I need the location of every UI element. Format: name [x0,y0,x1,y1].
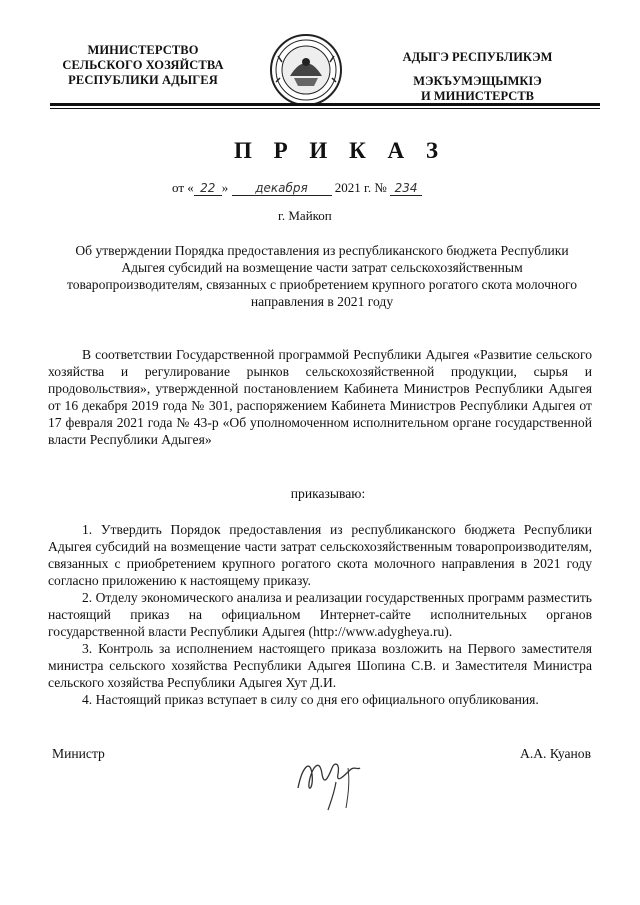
date-mid: » [221,180,229,195]
handwritten-month: декабря [232,181,332,196]
order-item: 3. Контроль за исполнением настоящего приказа возложить на Первого заместителя министра сельского хозяйства Республики Адыгея Шопина С.В. и Заместителя Министра сельского хозяйства Республики Адыгея Хут Д.И. [48,641,592,690]
header-divider-thin [50,108,600,109]
ministry-line: И МИНИСТЕРСТВ [420,89,534,103]
ministry-line: СЕЛЬСКОГО ХОЗЯЙСТВА [62,58,224,72]
document-title: П Р И К А З [233,138,446,163]
ministry-line: АДЫГЭ РЕСПУБЛИКЭМ [402,50,553,64]
header-divider-thick [50,103,600,106]
handwritten-order-number: 234 [390,181,422,196]
order-item: 1. Утвердить Порядок предоставления из республиканского бюджета Республики Адыгея субсидий на возмещение части затрат сельскохозяйственным товаропроизводителям, связанных с приобретением крупного рогатого скота молочного направления в 2021 году согласно приложению к настоящему приказу. [48,522,592,588]
order-word: приказываю: [290,486,366,501]
order-item: 2. Отделу экономического анализа и реализации государственных программ разместить настоящий приказ на официальном Интернет-сайте исполнительных органов государственной власти Республики Адыгея (http://www.adygheya.ru). [48,590,592,639]
order-date-line [172,180,422,196]
signatory-name: А.А. Куанов [520,746,592,761]
order-items [48,521,592,708]
date-year: 2021 г. [334,180,372,195]
order-item: 4. Настоящий приказ вступает в силу со дня его официального опубликования. [82,692,539,707]
coat-of-arms-emblem [268,32,344,108]
handwritten-signature [288,738,388,818]
ministry-name-russian [48,43,238,88]
handwritten-day: 22 [194,181,222,196]
city: г. Майкоп [278,208,332,223]
preamble-paragraph: В соответствии Государственной программой Республики Адыгея «Развитие сельского хозяйства и регулирование рынков сельскохозяйственной продукции, сырья и продовольствия», утвержденной постановлением Кабинета Министров Республики Адыгея от 16 декабря 2019 года № 301, распоряжением Кабинета Министров Республики Адыгея от 17 февраля 2021 года № 43-р «Об уполномоченном исполнительном органе государственной власти Республики Адыгея» [48,347,592,447]
number-label: № [374,180,387,195]
ministry-line: РЕСПУБЛИКИ АДЫГЕЯ [68,73,218,87]
ministry-name-adyghe [395,50,560,104]
order-subject: Об утверждении Порядка предоставления из республиканского бюджета Республики Адыгея субсидий на возмещение части затрат сельскохозяйственным товаропроизводителям, связанных с приобретением крупного рогатого скота молочного направления в 2021 году [66,243,578,309]
ministry-line: МИНИСТЕРСТВО [87,43,199,57]
ministry-line: МЭКЪУМЭЩЫМКІЭ [413,74,542,88]
date-prefix: от « [172,180,194,195]
signatory-position: Министр [52,746,105,761]
